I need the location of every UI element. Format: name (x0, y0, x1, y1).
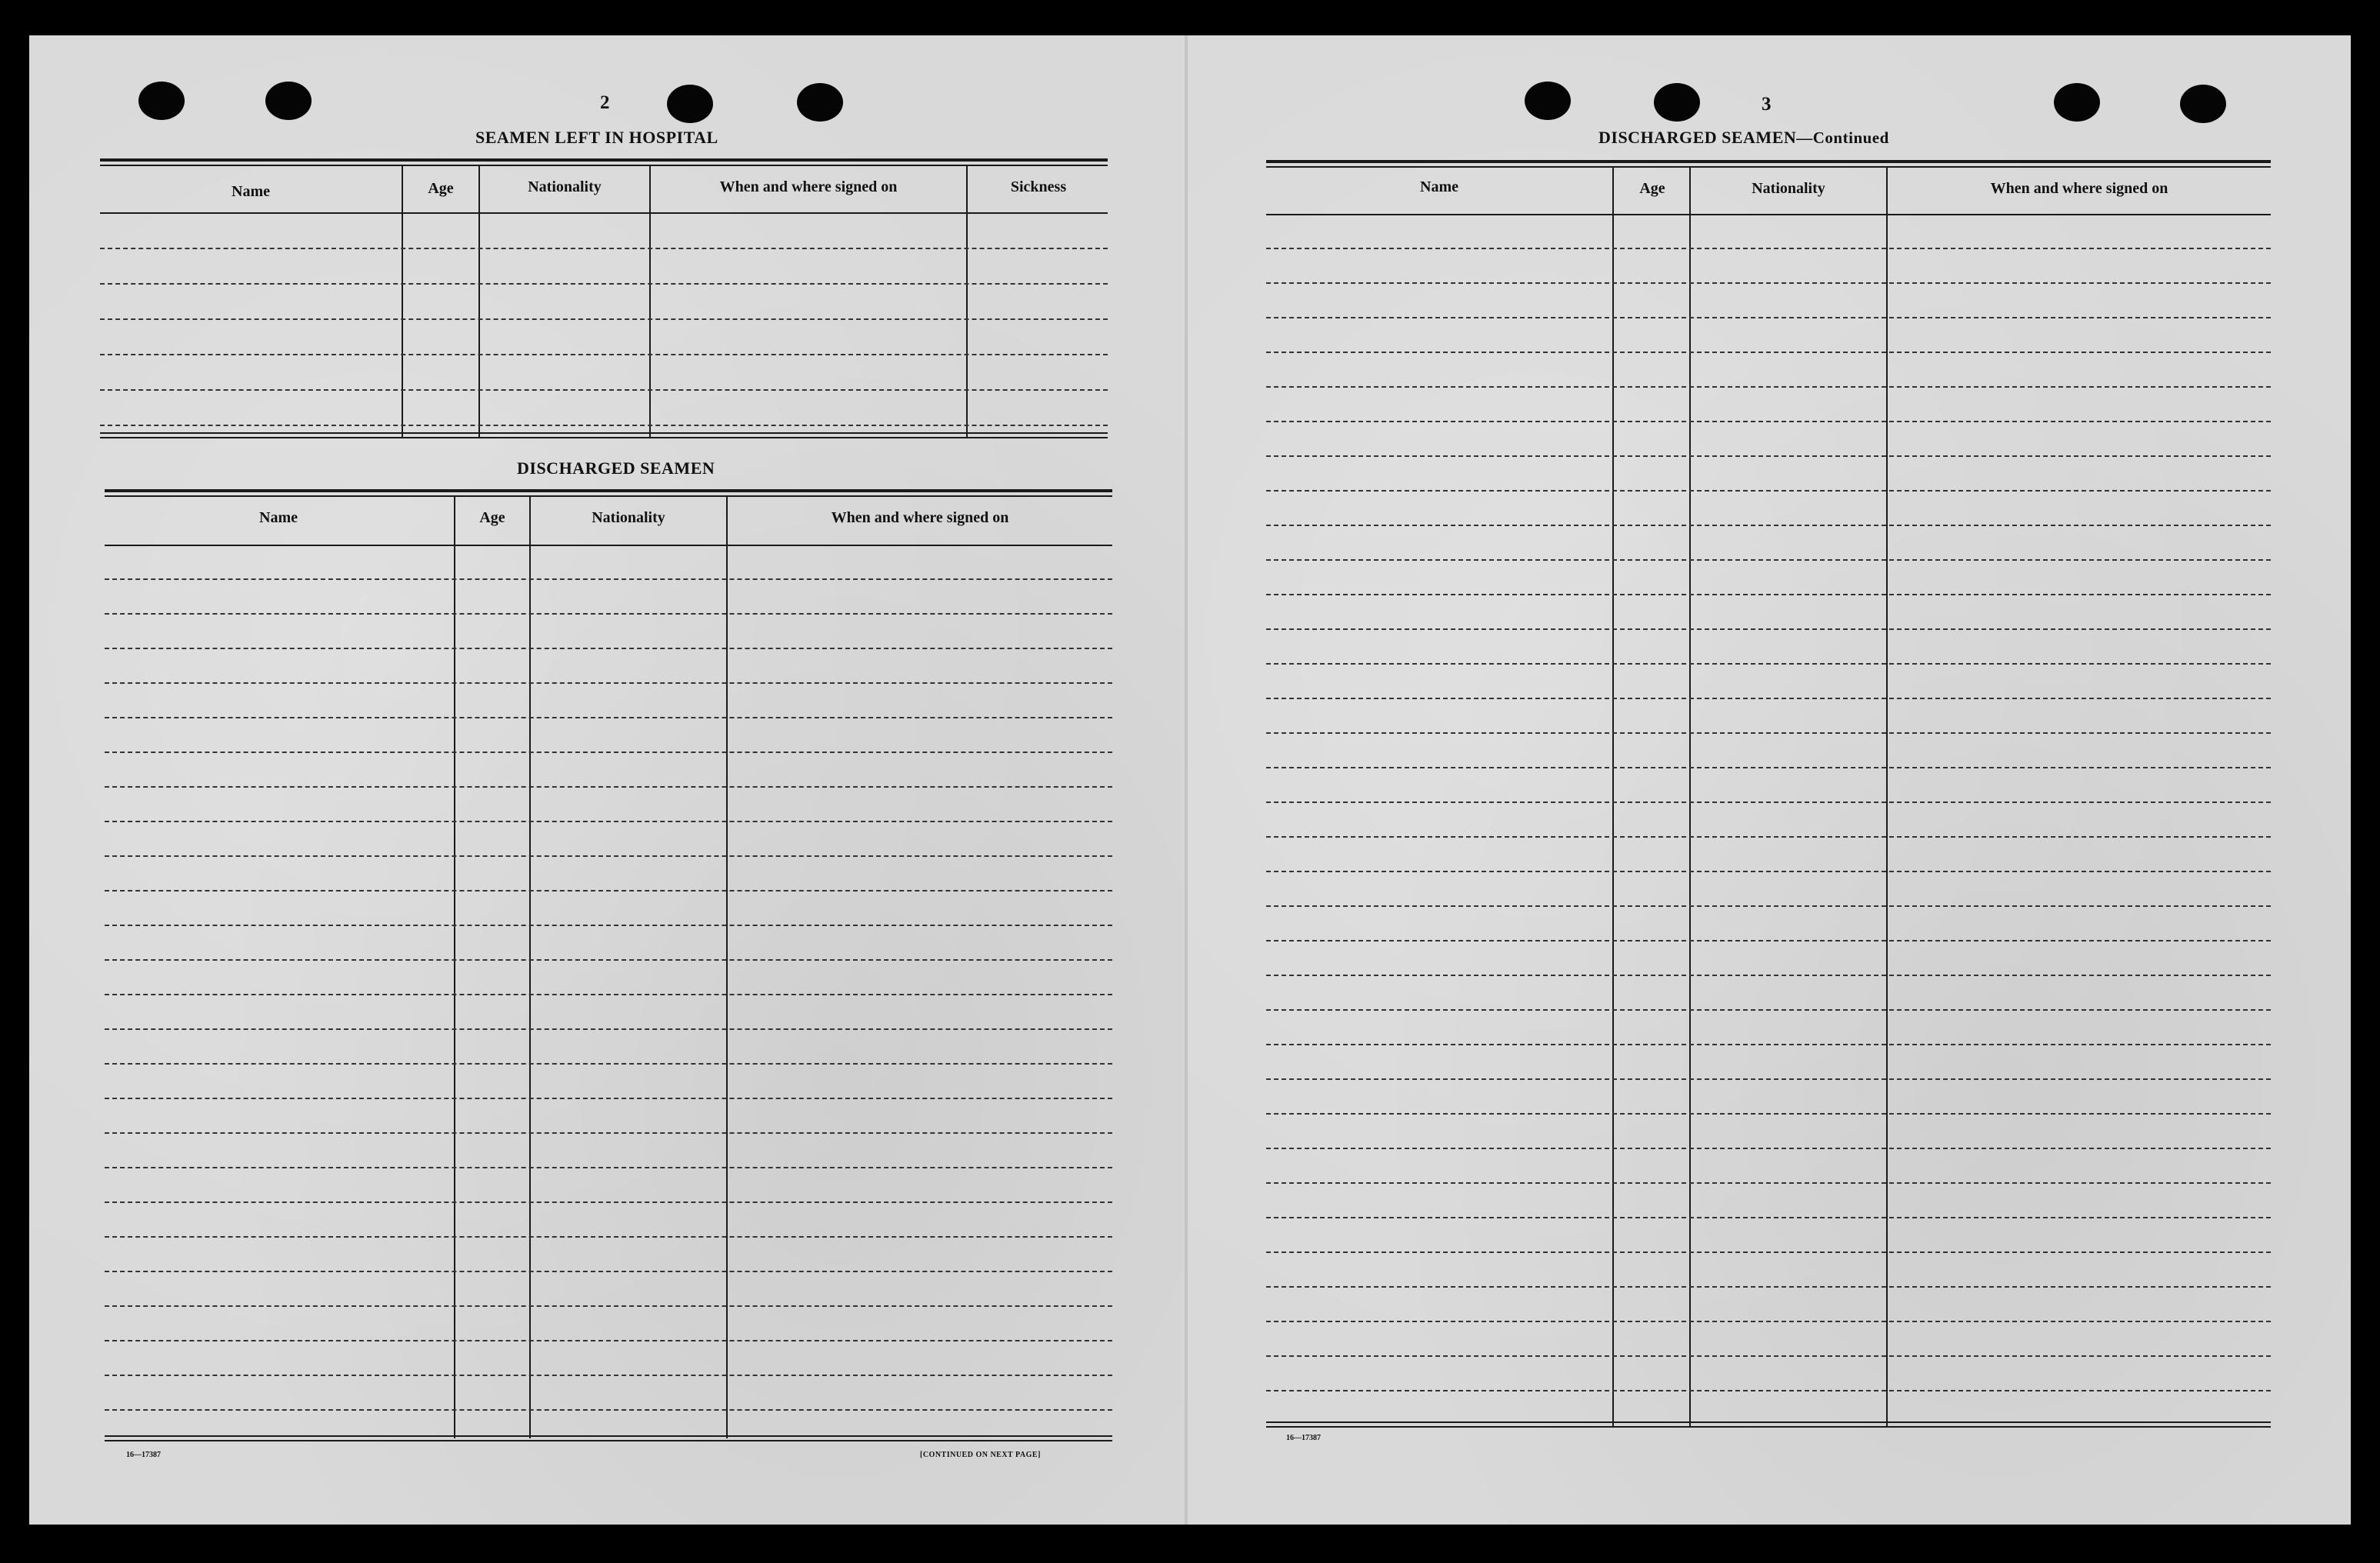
entry-row-line (105, 1063, 1112, 1065)
entry-row-line (105, 1271, 1112, 1272)
entry-row-line (100, 283, 1108, 285)
header-rule (105, 545, 1112, 546)
entry-row-line (105, 890, 1112, 891)
entry-row-line (1266, 317, 2271, 318)
entry-row-line (100, 248, 1108, 249)
table-top-rule (105, 495, 1112, 497)
column-header-name: Name (1420, 178, 1458, 195)
column-header-age: Age (428, 180, 454, 197)
entry-row-line (1266, 1148, 2271, 1149)
entry-row-line (1266, 767, 2271, 768)
table-top-rule (1266, 166, 2271, 168)
table-bottom-rule (105, 1435, 1112, 1437)
entry-row-line (105, 925, 1112, 926)
entry-row-line (1266, 1182, 2271, 1184)
page-number: 2 (600, 92, 610, 113)
entry-row-line (105, 994, 1112, 995)
entry-row-line (1266, 386, 2271, 388)
header-rule (1266, 214, 2271, 215)
entry-row-line (105, 821, 1112, 822)
column-header-signed-on: When and where signed on (831, 509, 1009, 526)
entry-row-line (1266, 421, 2271, 422)
entry-row-line (105, 1375, 1112, 1376)
entry-row-line (1266, 282, 2271, 284)
page-fold (1185, 35, 1188, 1525)
entry-row-line (1266, 1355, 2271, 1357)
entry-row-line (105, 959, 1112, 961)
table-top-rule (100, 158, 1108, 162)
left-page (29, 35, 1186, 1525)
entry-row-line (105, 648, 1112, 649)
table-bottom-rule (1266, 1426, 2271, 1428)
entry-row-line (105, 1028, 1112, 1030)
entry-row-line (100, 318, 1108, 320)
column-header-name: Name (259, 509, 298, 526)
entry-row-line (1266, 1286, 2271, 1288)
column-divider (478, 165, 480, 437)
entry-row-line (1266, 525, 2271, 526)
entry-row-line (1266, 1044, 2271, 1045)
entry-row-line (105, 786, 1112, 788)
entry-row-line (105, 1409, 1112, 1411)
entry-row-line (105, 855, 1112, 857)
title-suffix: —Continued (1796, 128, 1889, 147)
entry-row-line (1266, 871, 2271, 872)
entry-row-line (1266, 663, 2271, 665)
table-bottom-rule (1266, 1421, 2271, 1423)
column-divider (966, 165, 968, 437)
punch-hole (1654, 83, 1700, 122)
column-divider (726, 495, 728, 1438)
table-bottom-rule (100, 437, 1108, 438)
entry-row-line (1266, 352, 2271, 353)
form-number: 16—17387 (1286, 1434, 1321, 1442)
entry-row-line (105, 1305, 1112, 1307)
table-bottom-rule (105, 1440, 1112, 1441)
entry-row-line (100, 389, 1108, 391)
entry-row-line (1266, 1078, 2271, 1080)
entry-row-line (100, 425, 1108, 426)
column-header-nationality: Nationality (1752, 180, 1825, 197)
column-divider (402, 165, 403, 437)
entry-row-line (105, 578, 1112, 580)
entry-row-line (105, 1132, 1112, 1134)
punch-hole (2180, 85, 2226, 123)
entry-row-line (1266, 248, 2271, 249)
punch-hole (1525, 82, 1571, 120)
column-header-signed-on: When and where signed on (1990, 180, 2168, 197)
column-divider (649, 165, 651, 437)
entry-row-line (1266, 1009, 2271, 1011)
entry-row-line (100, 354, 1108, 355)
entry-row-line (1266, 975, 2271, 976)
column-header-nationality: Nationality (592, 509, 665, 526)
column-divider (1612, 166, 1614, 1426)
entry-row-line (1266, 1113, 2271, 1115)
discharged-continued-title (1598, 128, 1889, 148)
entry-row-line (105, 1167, 1112, 1168)
entry-row-line (1266, 1251, 2271, 1253)
punch-hole (138, 82, 185, 120)
entry-row-line (105, 1236, 1112, 1238)
entry-row-line (1266, 905, 2271, 907)
column-header-age: Age (1639, 180, 1665, 197)
continued-note: [CONTINUED ON NEXT PAGE] (920, 1451, 1041, 1459)
punch-hole (667, 85, 713, 123)
entry-row-line (105, 682, 1112, 684)
right-page (1186, 35, 2351, 1525)
hospital-section-title: SEAMEN LEFT IN HOSPITAL (475, 128, 718, 147)
entry-row-line (1266, 940, 2271, 941)
entry-row-line (1266, 698, 2271, 699)
entry-row-line (1266, 490, 2271, 492)
table-bottom-rule (100, 432, 1108, 434)
column-divider (454, 495, 455, 1438)
column-header-sickness: Sickness (1010, 178, 1067, 195)
form-number: 16—17387 (126, 1451, 161, 1459)
entry-row-line (1266, 1217, 2271, 1218)
entry-row-line (105, 613, 1112, 615)
entry-row-line (1266, 1321, 2271, 1322)
title-text: DISCHARGED SEAMEN (1598, 128, 1797, 147)
table-top-rule (100, 165, 1108, 166)
entry-row-line (1266, 1390, 2271, 1391)
column-header-nationality: Nationality (528, 178, 602, 195)
entry-row-line (1266, 628, 2271, 630)
entry-row-line (1266, 559, 2271, 561)
page-number: 3 (1762, 94, 1772, 115)
punch-hole (265, 82, 312, 120)
entry-row-line (1266, 732, 2271, 734)
header-rule (100, 212, 1108, 214)
punch-hole (2054, 83, 2100, 122)
column-divider (1689, 166, 1691, 1426)
entry-row-line (105, 1201, 1112, 1203)
entry-row-line (1266, 455, 2271, 457)
punch-hole (797, 83, 843, 122)
table-top-rule (105, 489, 1112, 492)
entry-row-line (1266, 801, 2271, 803)
column-divider (1886, 166, 1888, 1426)
column-header-name: Name (232, 183, 270, 200)
table-top-rule (1266, 160, 2271, 163)
column-header-signed-on: When and where signed on (719, 178, 898, 195)
entry-row-line (105, 752, 1112, 753)
entry-row-line (105, 1340, 1112, 1341)
column-divider (529, 495, 531, 1438)
entry-row-line (1266, 836, 2271, 838)
column-header-age: Age (479, 509, 505, 526)
entry-row-line (105, 1098, 1112, 1099)
entry-row-line (1266, 594, 2271, 595)
entry-row-line (105, 717, 1112, 718)
discharged-section-title: DISCHARGED SEAMEN (517, 458, 715, 478)
